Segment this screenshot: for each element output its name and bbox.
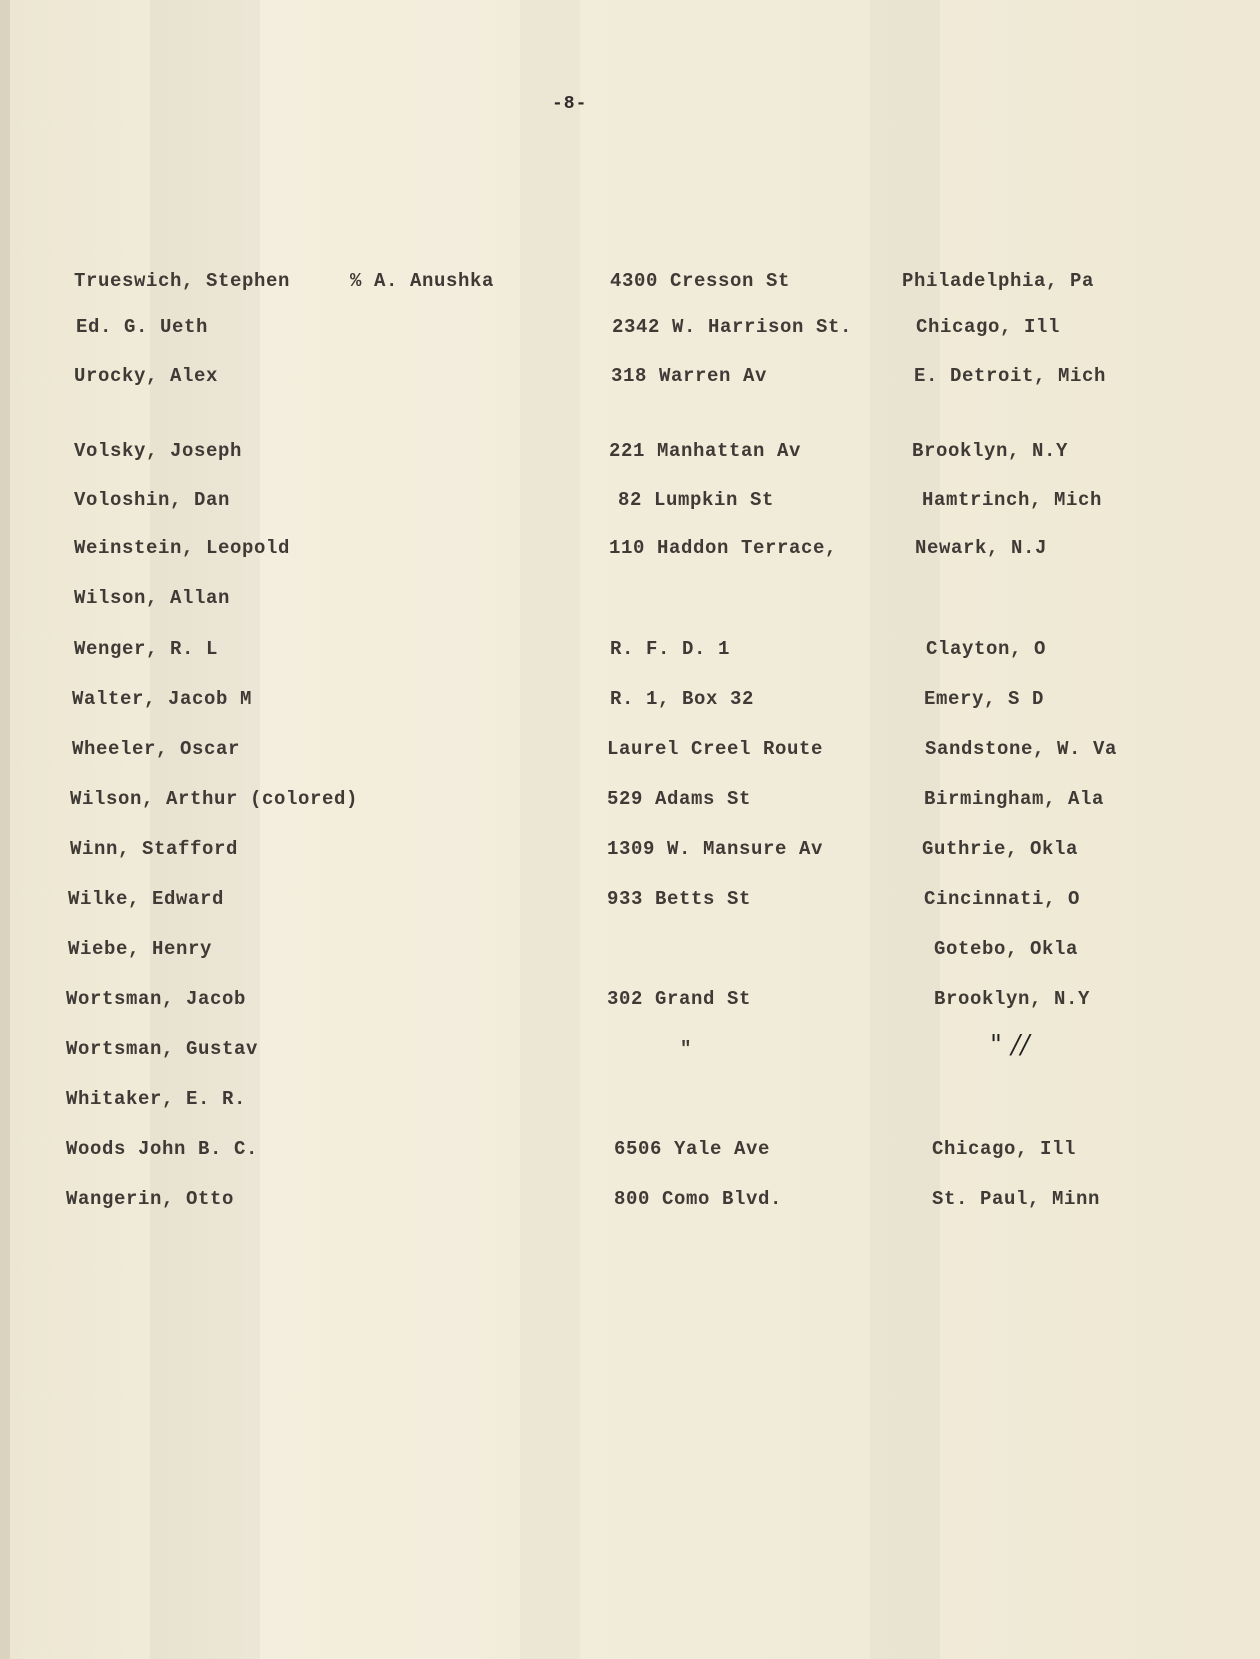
entry-row [0,489,1260,519]
entry-row [0,738,1260,768]
entry-city: Clayton, O [926,638,1047,660]
entry-name: Wilke, Edward [68,888,225,910]
entry-address: 800 Como Blvd. [614,1188,783,1210]
entry-address: " [680,1038,693,1060]
entry-address: R. F. D. 1 [610,638,731,660]
entry-city: Philadelphia, Pa [902,270,1095,292]
entry-address: 2342 W. Harrison St. [612,316,853,338]
scan-shading-band [520,0,580,1659]
entry-city: Guthrie, Okla [922,838,1079,860]
entry-name: Urocky, Alex [74,365,219,387]
entry-address: 302 Grand St [607,988,752,1010]
entry-city: Birmingham, Ala [924,788,1105,810]
entry-name: Wiebe, Henry [68,938,213,960]
entry-row [0,365,1260,395]
entry-address: 529 Adams St [607,788,752,810]
entry-address: 1309 W. Mansure Av [607,838,824,860]
entry-name: Wheeler, Oscar [72,738,241,760]
entry-row [0,838,1260,868]
entry-name: Whitaker, E. R. [66,1088,247,1110]
entry-city: Cincinnati, O [924,888,1081,910]
entry-name: Wenger, R. L [74,638,219,660]
entry-address: 318 Warren Av [611,365,768,387]
entry-row [0,1138,1260,1168]
entry-name: Wangerin, Otto [66,1188,235,1210]
entry-name: Winn, Stafford [70,838,239,860]
entry-city: Chicago, Ill [932,1138,1077,1160]
entry-row [0,638,1260,668]
entry-name: Wortsman, Gustav [66,1038,259,1060]
entry-name: Trueswich, Stephen [74,270,291,292]
entry-row [0,270,1260,300]
entry-name: Voloshin, Dan [74,489,231,511]
entry-city: Gotebo, Okla [934,938,1079,960]
entry-row [0,888,1260,918]
entry-name: Ed. G. Ueth [76,316,209,338]
entry-row [0,988,1260,1018]
page-number: -8- [552,94,588,114]
entry-city: Brooklyn, N.Y [934,988,1091,1010]
entry-address: R. 1, Box 32 [610,688,755,710]
entry-name: Weinstein, Leopold [74,537,291,559]
entry-address: Laurel Creel Route [607,738,824,760]
entry-row [0,1030,1260,1068]
handwritten-ditto-mark: " // [990,1030,1031,1060]
entry-row [0,788,1260,818]
scan-shading-band [870,0,940,1659]
entry-city: Hamtrinch, Mich [922,489,1103,511]
entry-row [0,316,1260,346]
entry-name: Wilson, Allan [74,587,231,609]
entry-name: Walter, Jacob M [72,688,253,710]
scan-edge-shadow [0,0,10,1659]
entry-row [0,587,1260,617]
entry-city: Sandstone, W. Va [925,738,1118,760]
entry-row [0,537,1260,567]
entry-city: St. Paul, Minn [932,1188,1101,1210]
entry-address: 4300 Cresson St [610,270,791,292]
entry-name: Wilson, Arthur (colored) [70,788,359,810]
entry-city: Emery, S D [924,688,1045,710]
entry-address: 221 Manhattan Av [609,440,802,462]
entry-row [0,938,1260,968]
entry-address: 82 Lumpkin St [618,489,775,511]
entry-row [0,440,1260,470]
entry-care-of: % A. Anushka [350,270,495,292]
entry-address: 933 Betts St [607,888,752,910]
entry-row [0,688,1260,718]
entry-name: Volsky, Joseph [74,440,243,462]
entry-name: Wortsman, Jacob [66,988,247,1010]
entry-address: 6506 Yale Ave [614,1138,771,1160]
entry-row [0,1188,1260,1218]
entry-row [0,1088,1260,1118]
entry-city: Chicago, Ill [916,316,1061,338]
scan-shading-band [150,0,260,1659]
entry-address: 110 Haddon Terrace, [609,537,838,559]
entry-city: Brooklyn, N.Y [912,440,1069,462]
entry-city: Newark, N.J [915,537,1048,559]
entry-city: E. Detroit, Mich [914,365,1107,387]
entry-name: Woods John B. C. [66,1138,259,1160]
